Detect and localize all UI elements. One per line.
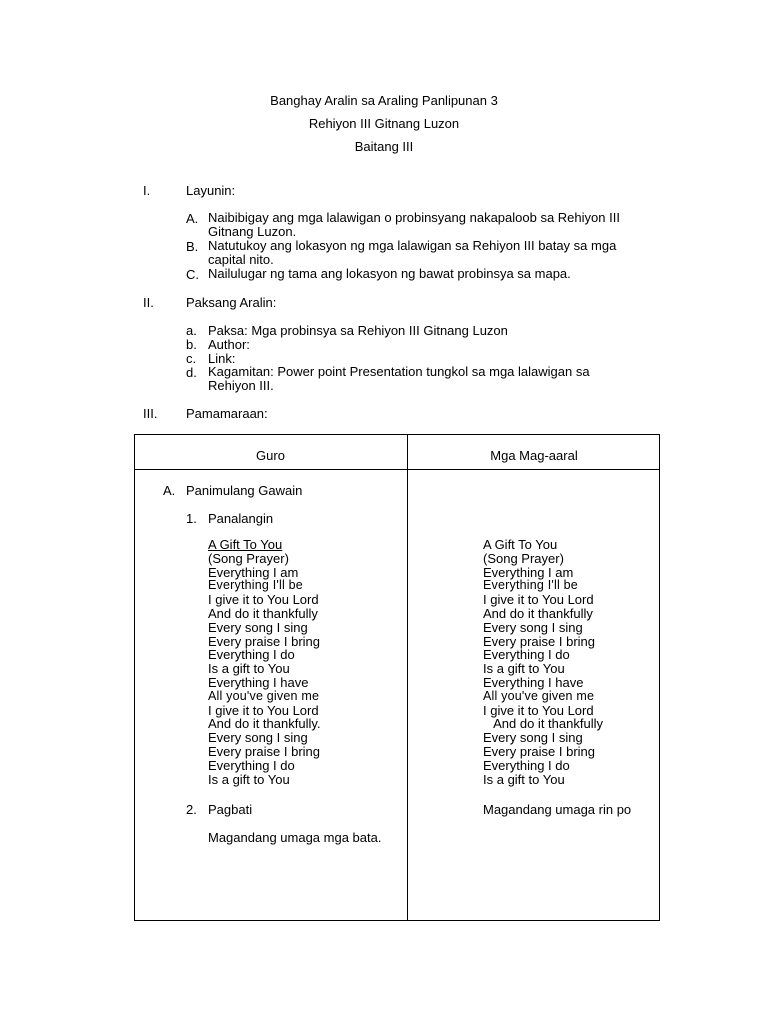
song-line: (Song Prayer) [208, 550, 289, 566]
song-title: A Gift To You [208, 537, 283, 552]
guro-song-lyrics [208, 538, 321, 786]
document-grade: Baitang III [354, 139, 414, 154]
song-line: I give it to You Lord [208, 702, 319, 718]
step1-title: Panalangin [208, 511, 274, 526]
song-line: Every praise I bring [208, 743, 320, 759]
song-line: And do it thankfully [483, 605, 593, 621]
topic-d-marker: d. [186, 365, 197, 380]
song-line: Is a gift to You [483, 661, 565, 677]
song-line: Everything I'll be [483, 578, 578, 593]
song-line: Everything I have [483, 674, 584, 690]
song-line: And do it thankfully. [208, 716, 321, 732]
topic-b-marker: b. [186, 337, 197, 352]
objective-a-marker: A. [186, 211, 199, 226]
song-line: And do it thankfully [208, 605, 318, 621]
song-line: Every song I sing [208, 730, 308, 746]
objective-b-marker: B. [186, 239, 199, 254]
objective-b-text: Natutukoy ang lokasyon ng mga lalawigan sa Rehiyon III batay sa mga capital nito. [208, 238, 617, 267]
objective-c-text: Nailulugar ng tama ang lokasyon ng bawat probinsya sa mapa. [208, 266, 571, 281]
song-line: Every praise I bring [483, 743, 595, 759]
step2-marker: 2. [186, 802, 197, 817]
topic-a-text: Paksa: Mga probinsya sa Rehiyon III Gitnang Luzon [208, 323, 508, 338]
song-line: All you've given me [483, 688, 595, 703]
song-line: Everything I am [483, 564, 574, 580]
song-line: Is a gift to You [483, 771, 565, 787]
song-line: Every song I sing [208, 619, 308, 635]
section1-title: Layunin: [186, 183, 236, 198]
song-line: Every praise I bring [483, 633, 595, 649]
student-greeting: Magandang umaga rin po [483, 802, 632, 817]
table-header-mag-aaral: Mga Mag-aaral [490, 448, 578, 463]
song-line: And do it thankfully [483, 716, 603, 732]
table-header-guro: Guro [256, 448, 285, 463]
song-line: Every praise I bring [208, 633, 320, 649]
song-line: Every song I sing [483, 730, 583, 746]
song-line: Everything I do [208, 757, 295, 773]
topic-c-marker: c. [186, 351, 197, 366]
student-song-lyrics [483, 538, 603, 786]
part-a-marker: A. [163, 483, 176, 498]
section3-title: Pamamaraan: [186, 406, 268, 421]
song-line: I give it to You Lord [483, 702, 594, 718]
guro-greeting: Magandang umaga mga bata. [208, 830, 382, 845]
objective-c-marker: C. [186, 267, 199, 282]
section1-number: I. [143, 183, 151, 198]
song-line: Everything I am [208, 564, 299, 580]
topic-d-text: Kagamitan: Power point Presentation tungkol sa mga lalawigan sa Rehiyon III. [208, 364, 590, 393]
song-line: Everything I do [483, 647, 570, 663]
topic-c-text: Link: [208, 351, 236, 366]
song-line: All you've given me [208, 688, 320, 703]
topic-b-text: Author: [208, 337, 250, 352]
step2-title: Pagbati [208, 802, 253, 817]
song-line: Everything I'll be [208, 578, 303, 593]
document-title: Banghay Aralin sa Araling Panlipunan 3 [270, 93, 498, 108]
topic-a-marker: a. [186, 323, 197, 338]
song-line: I give it to You Lord [483, 592, 594, 608]
section2-title: Paksang Aralin: [186, 295, 277, 310]
section2-number: II. [143, 295, 154, 310]
table-column-divider [407, 434, 408, 921]
song-line: (Song Prayer) [483, 550, 564, 566]
step1-marker: 1. [186, 511, 197, 526]
song-line: Everything I do [483, 757, 570, 773]
song-line: Is a gift to You [208, 661, 290, 677]
song-line: Everything I have [208, 674, 309, 690]
part-a-title: Panimulang Gawain [186, 483, 303, 498]
song-line: Is a gift to You [208, 771, 290, 787]
objective-a-text: Naibibigay ang mga lalawigan o probinsyang nakapaloob sa Rehiyon III Gitnang Luzon. [208, 210, 620, 239]
song-title: A Gift To You [483, 537, 558, 552]
document-region: Rehiyon III Gitnang Luzon [308, 116, 460, 131]
table-header-divider [134, 469, 660, 470]
song-line: Everything I do [208, 647, 295, 663]
section3-number: III. [143, 406, 158, 421]
song-line: Every song I sing [483, 619, 583, 635]
song-line: I give it to You Lord [208, 592, 319, 608]
